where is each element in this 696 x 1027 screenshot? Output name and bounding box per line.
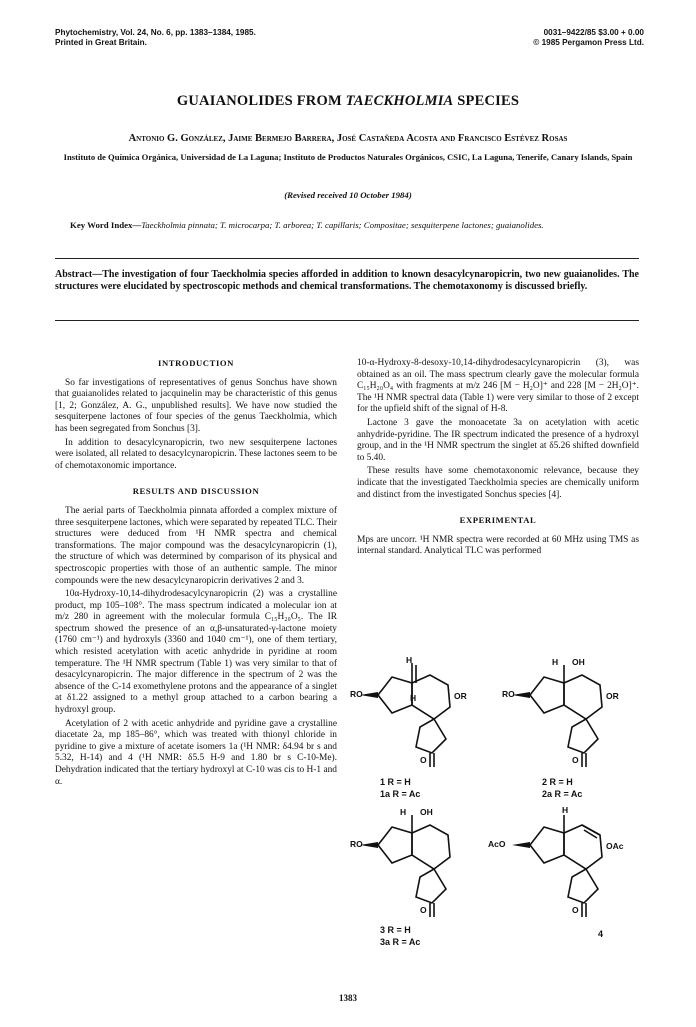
s1-or: OR xyxy=(454,691,467,701)
s3a-label: 3a R = Ac xyxy=(380,937,421,947)
s4-h: H xyxy=(562,805,569,815)
s3-ro: RO xyxy=(350,839,363,849)
intro-paragraph-2: In addition to desacylcynaropicrin, two new sesquiterpene lactones were isolated, all related to desacylcynaropicrin. These lactones seem to be of chemotaxonomic importance. xyxy=(55,437,337,471)
s1-label: 1 R = H xyxy=(380,777,411,787)
s2-o: O xyxy=(572,755,579,765)
results-heading: RESULTS AND DISCUSSION xyxy=(132,486,260,497)
top-divider xyxy=(55,258,639,259)
results-paragraph-1: The aerial parts of Taeckholmia pinnata afforded a complex mixture of three sesquiterpene lactones, which were separated by repeated TLC. Their structures were deduced from ¹H NMR spectra and chemical transformations. The major compound was the desacylcynaropicrin (1), the structure of which was determined by comparison of its physical and spectroscopic properties with those of an authentic sample. The minor compounds were the new desacylcynaropicrin derivatives 2 and 3. xyxy=(55,505,337,586)
structure-4 xyxy=(488,805,642,945)
keyword-index xyxy=(70,220,626,231)
s2-h: H xyxy=(552,657,559,667)
results-paragraph-2: 10α-Hydroxy-10,14-dihydrodesacylcynaropicrin (2) was a crystalline product, mp 105–108°. The mass spectrum indicated a molecular ion at m/z 280 in agreement with the molecular formula C₁₅H₂₀O₅. The IR spectrum showed the presence of an α,β-unsaturated-γ-lactone moiety (1760 cm⁻¹) and hydroxyls (3360 and 1040 cm⁻¹), one of them tertiary, which resisted acetylation with acetic anhydride in pyridine at room temperature. The ¹H NMR spectrum (Table 1) was very similar to that of desacylcynaropicrin. The major difference in the spectrum of 2 was the absence of the C-14 exomethylene protons and the appearance of a singlet at δ1.22 assigned to a methyl group attached to a carbon bearing a hydroxyl group. xyxy=(55,589,337,716)
s2-or: OR xyxy=(606,691,619,701)
s1-h-top: H xyxy=(406,655,413,665)
experimental-paragraph: Mps are uncorr. ¹H NMR spectra were recorded at 60 MHz using TMS as internal standard. Analytical TLC was performed xyxy=(357,534,639,557)
keyword-text: Taeckholmia pinnata; T. microcarpa; T. arborea; T. capillaris; Compositae; sesquiterpene lactones; guaianolides. xyxy=(141,220,544,230)
results-paragraph-3: Acetylation of 2 with acetic anhydride and pyridine gave a crystalline diacetate 2a, mp 185–86°, which was treated with thionyl chloride in pyridine to give a mixture of acetate isomers 1a (¹H NMR: δ4.94 br s and 5.32, H-14) and 4 (¹H NMR: δ5.5 H-9 and 1.80 br s C-10-Me). Dehydration indicated that the tertiary hydroxyl at C-10 was cis to H-1 and α. xyxy=(55,718,337,787)
right-paragraph-2: Lactone 3 gave the monoacetate 3a on acetylation with acetic anhydride-pyridine. The IR spectrum indicated the presence of a hydroxyl group, and in the ¹H NMR spectrum the singlet at δ5.26 shifted downfield to 5.40. xyxy=(357,417,639,463)
s3-label: 3 R = H xyxy=(380,925,411,935)
s4-o: O xyxy=(572,905,579,915)
s3-oh: OH xyxy=(420,807,433,817)
s4-oac: OAc xyxy=(606,841,624,851)
right-column xyxy=(357,358,639,560)
s2-label: 2 R = H xyxy=(542,777,573,787)
structure-1 xyxy=(350,655,490,799)
price-code: 0031–9422/85 $3.00 + 0.00 xyxy=(543,28,644,37)
journal-header xyxy=(55,28,256,48)
revised-date: (Revised received 10 October 1984) xyxy=(284,190,412,200)
s4-label: 4 xyxy=(598,929,604,939)
s2-oh: OH xyxy=(572,657,585,667)
title-genus: TAECKHOLMIA xyxy=(345,93,454,109)
s4-aco: AcO xyxy=(488,839,506,849)
left-column xyxy=(55,358,337,790)
bottom-divider xyxy=(55,320,639,321)
copyright: © 1985 Pergamon Press Ltd. xyxy=(533,38,644,47)
s1-h-mid: H xyxy=(410,693,417,703)
printed-in: Printed in Great Britain. xyxy=(55,38,147,47)
abstract xyxy=(55,269,639,294)
right-paragraph-3: These results have some chemotaxonomic relevance, because they indicate that the investigated Taeckholmia species are chemically uniform and distinct from the investigated Sonchus species [4]. xyxy=(357,466,639,500)
right-paragraph-1: 10-α-Hydroxy-8-desoxy-10,14-dihydrodesacylcynaropicrin (3), was obtained as an oil. The mass spectrum clearly gave the molecular formula C₁₅H₂₀O₄ with fragments at m/z 246 [M − H₂O]⁺ and 228 [M − 2H₂O]⁺. The ¹H NMR spectral data (Table 1) were very similar to those of 2 except for the upfield shift of the signal of H-8. xyxy=(357,358,639,415)
structure-2 xyxy=(502,655,642,799)
journal-citation: Phytochemistry, Vol. 24, No. 6, pp. 1383–1384, 1985. xyxy=(55,28,256,37)
s2a-label: 2a R = Ac xyxy=(542,789,583,799)
experimental-heading: EXPERIMENTAL xyxy=(459,515,537,526)
introduction-heading: INTRODUCTION xyxy=(158,358,234,368)
structure-3 xyxy=(350,805,490,945)
s3-o: O xyxy=(420,905,427,915)
affiliation: Instituto de Química Orgánica, Universidad de La Laguna; Instituto de Productos Naturales Orgánicos, CSIC, La Laguna, Tenerife, Canary Islands, Spain xyxy=(63,152,633,162)
chemical-structures xyxy=(350,655,646,955)
abstract-label: Abstract xyxy=(55,269,93,280)
author-list: Antonio G. González, Jaime Bermejo Barrera, José Castañeda Acosta and Francisco Estévez Rosas xyxy=(128,133,568,144)
s1-o: O xyxy=(420,755,427,765)
intro-paragraph-1: So far investigations of representatives of genus Sonchus have shown that guaianolides related to jacquinelin may be characteristic of this genus [1, 2; González, A. G., unpublished results]. We have now studied the sesquiterpene lactones of four species of the genus Taeckholmia, which has been segregated from Sonchus [3]. xyxy=(55,377,337,434)
paper-title: GUAIANOLIDES FROM TAECKHOLMIA SPECIES xyxy=(176,93,520,109)
keyword-label: Key Word Index— xyxy=(70,220,142,230)
s1-ro: RO xyxy=(350,689,363,699)
s3-h: H xyxy=(400,807,407,817)
abstract-text: —The investigation of four Taeckholmia species afforded in addition to known desacylcynaropicrin, two new guaianolides. The structures were elucidated by spectroscopic methods and chemical transformations. The chemotaxonomy is discussed briefly. xyxy=(55,269,639,293)
s2-ro: RO xyxy=(502,689,515,699)
s1a-label: 1a R = Ac xyxy=(380,789,421,799)
publisher-header xyxy=(533,28,644,48)
page-number: 1383 xyxy=(339,993,357,1003)
